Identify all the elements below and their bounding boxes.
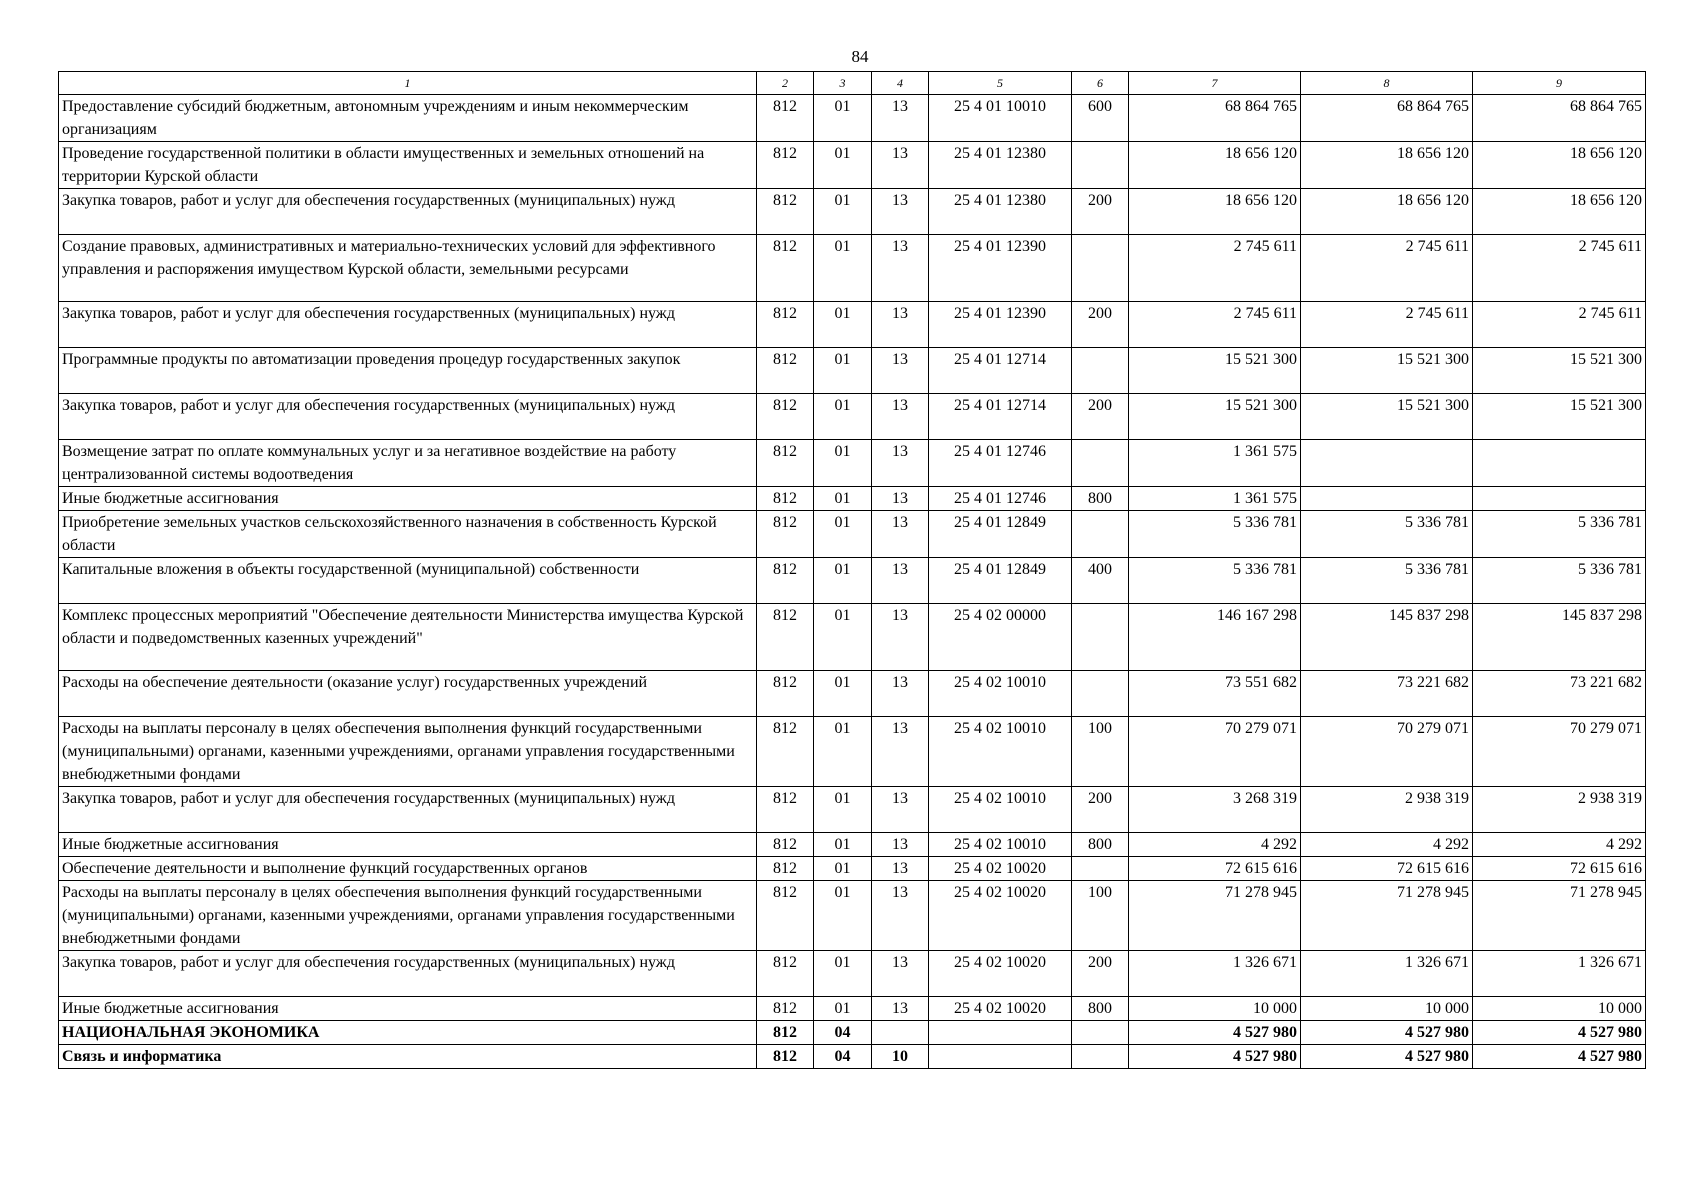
amount-cell: 10 000 [1473, 997, 1646, 1021]
target-item-code-cell: 25 4 02 10020 [929, 881, 1072, 951]
subsection-code-cell: 13 [872, 394, 929, 440]
subsection-code-cell: 13 [872, 997, 929, 1021]
table-row [59, 235, 1646, 302]
table-row [59, 997, 1646, 1021]
subsection-code-cell: 13 [872, 189, 929, 235]
expense-type-code-cell: 800 [1072, 833, 1129, 857]
amount-cell: 73 221 682 [1473, 671, 1646, 717]
subsection-code-cell: 13 [872, 787, 929, 833]
section-code-cell: 04 [814, 1045, 872, 1069]
subsection-code-cell: 13 [872, 487, 929, 511]
amount-cell: 4 527 980 [1129, 1045, 1301, 1069]
target-item-code-cell: 25 4 01 12380 [929, 189, 1072, 235]
column-number: 8 [1301, 72, 1473, 95]
expense-name-cell: Закупка товаров, работ и услуг для обеспечения государственных (муниципальных) нужд [59, 189, 757, 235]
amount-cell: 70 279 071 [1301, 717, 1473, 787]
expense-type-code-cell [1072, 511, 1129, 558]
amount-cell: 2 745 611 [1301, 235, 1473, 302]
amount-cell: 18 656 120 [1301, 189, 1473, 235]
amount-cell: 2 745 611 [1473, 235, 1646, 302]
amount-cell: 72 615 616 [1129, 857, 1301, 881]
ministry-code-cell: 812 [757, 348, 814, 394]
target-item-code-cell: 25 4 01 12390 [929, 235, 1072, 302]
amount-cell: 5 336 781 [1473, 511, 1646, 558]
subsection-code-cell: 13 [872, 604, 929, 671]
amount-cell [1473, 487, 1646, 511]
expense-type-code-cell: 600 [1072, 95, 1129, 142]
amount-cell: 10 000 [1301, 997, 1473, 1021]
amount-cell: 73 551 682 [1129, 671, 1301, 717]
section-code-cell: 01 [814, 558, 872, 604]
ministry-code-cell: 812 [757, 142, 814, 189]
section-code-cell: 04 [814, 1021, 872, 1045]
expense-type-code-cell [1072, 348, 1129, 394]
amount-cell: 4 292 [1301, 833, 1473, 857]
subsection-code-cell: 10 [872, 1045, 929, 1069]
column-number: 7 [1129, 72, 1301, 95]
amount-cell [1301, 440, 1473, 487]
expense-name-cell: Расходы на выплаты персоналу в целях обеспечения выполнения функций государственными (муниципальными) органами, казенными учреждениями, органами управления государственными внебюджетными фондами [59, 881, 757, 951]
table-row [59, 1021, 1646, 1045]
amount-cell: 2 745 611 [1129, 302, 1301, 348]
section-code-cell: 01 [814, 235, 872, 302]
expense-type-code-cell: 200 [1072, 189, 1129, 235]
amount-cell: 72 615 616 [1473, 857, 1646, 881]
expense-type-code-cell: 400 [1072, 558, 1129, 604]
table-row [59, 302, 1646, 348]
expense-name-cell: Закупка товаров, работ и услуг для обеспечения государственных (муниципальных) нужд [59, 394, 757, 440]
amount-cell: 68 864 765 [1129, 95, 1301, 142]
amount-cell: 1 326 671 [1473, 951, 1646, 997]
target-item-code-cell: 25 4 01 12849 [929, 511, 1072, 558]
section-code-cell: 01 [814, 440, 872, 487]
target-item-code-cell: 25 4 01 12714 [929, 394, 1072, 440]
table-row [59, 881, 1646, 951]
amount-cell: 71 278 945 [1473, 881, 1646, 951]
amount-cell [1473, 440, 1646, 487]
ministry-code-cell: 812 [757, 1045, 814, 1069]
amount-cell: 5 336 781 [1129, 558, 1301, 604]
amount-cell: 18 656 120 [1473, 189, 1646, 235]
expense-name-cell: Предоставление субсидий бюджетным, автономным учреждениям и иным некоммерческим организациям [59, 95, 757, 142]
subsection-code-cell: 13 [872, 671, 929, 717]
target-item-code-cell: 25 4 01 12746 [929, 440, 1072, 487]
amount-cell: 1 361 575 [1129, 487, 1301, 511]
column-number-row [59, 72, 1646, 95]
expense-type-code-cell [1072, 604, 1129, 671]
expense-name-cell: Связь и информатика [59, 1045, 757, 1069]
amount-cell: 4 292 [1473, 833, 1646, 857]
amount-cell: 15 521 300 [1473, 394, 1646, 440]
expense-type-code-cell [1072, 671, 1129, 717]
expense-name-cell: Закупка товаров, работ и услуг для обеспечения государственных (муниципальных) нужд [59, 951, 757, 997]
amount-cell: 15 521 300 [1473, 348, 1646, 394]
ministry-code-cell: 812 [757, 487, 814, 511]
expense-name-cell: Закупка товаров, работ и услуг для обеспечения государственных (муниципальных) нужд [59, 787, 757, 833]
target-item-code-cell: 25 4 01 12849 [929, 558, 1072, 604]
amount-cell: 2 938 319 [1301, 787, 1473, 833]
target-item-code-cell: 25 4 02 10010 [929, 671, 1072, 717]
amount-cell: 70 279 071 [1129, 717, 1301, 787]
table-row [59, 348, 1646, 394]
expense-type-code-cell [1072, 440, 1129, 487]
column-number: 1 [59, 72, 757, 95]
target-item-code-cell [929, 1045, 1072, 1069]
table-row [59, 511, 1646, 558]
amount-cell: 1 361 575 [1129, 440, 1301, 487]
column-number: 2 [757, 72, 814, 95]
amount-cell: 4 527 980 [1473, 1021, 1646, 1045]
table-row [59, 717, 1646, 787]
table-row [59, 833, 1646, 857]
target-item-code-cell: 25 4 01 10010 [929, 95, 1072, 142]
section-code-cell: 01 [814, 142, 872, 189]
amount-cell: 4 527 980 [1301, 1045, 1473, 1069]
section-code-cell: 01 [814, 951, 872, 997]
section-code-cell: 01 [814, 787, 872, 833]
ministry-code-cell: 812 [757, 558, 814, 604]
amount-cell: 145 837 298 [1473, 604, 1646, 671]
column-number: 6 [1072, 72, 1129, 95]
expense-type-code-cell [1072, 1045, 1129, 1069]
amount-cell: 18 656 120 [1473, 142, 1646, 189]
table-row [59, 95, 1646, 142]
section-code-cell: 01 [814, 348, 872, 394]
expense-type-code-cell: 200 [1072, 787, 1129, 833]
table-row [59, 951, 1646, 997]
section-code-cell: 01 [814, 189, 872, 235]
expense-name-cell: Расходы на обеспечение деятельности (оказание услуг) государственных учреждений [59, 671, 757, 717]
amount-cell: 1 326 671 [1301, 951, 1473, 997]
expense-name-cell: Проведение государственной политики в области имущественных и земельных отношений на территории Курской области [59, 142, 757, 189]
expense-type-code-cell [1072, 857, 1129, 881]
amount-cell: 146 167 298 [1129, 604, 1301, 671]
target-item-code-cell: 25 4 02 10020 [929, 857, 1072, 881]
amount-cell: 1 326 671 [1129, 951, 1301, 997]
section-code-cell: 01 [814, 671, 872, 717]
expense-name-cell: НАЦИОНАЛЬНАЯ ЭКОНОМИКА [59, 1021, 757, 1045]
subsection-code-cell: 13 [872, 95, 929, 142]
ministry-code-cell: 812 [757, 440, 814, 487]
expense-type-code-cell: 200 [1072, 951, 1129, 997]
expense-name-cell: Иные бюджетные ассигнования [59, 997, 757, 1021]
table-row [59, 189, 1646, 235]
amount-cell: 2 745 611 [1301, 302, 1473, 348]
amount-cell: 73 221 682 [1301, 671, 1473, 717]
page-number: 84 [851, 47, 869, 66]
ministry-code-cell: 812 [757, 394, 814, 440]
amount-cell: 2 938 319 [1473, 787, 1646, 833]
expense-type-code-cell [1072, 142, 1129, 189]
expense-name-cell: Приобретение земельных участков сельскохозяйственного назначения в собственность Курской области [59, 511, 757, 558]
subsection-code-cell: 13 [872, 142, 929, 189]
amount-cell: 4 292 [1129, 833, 1301, 857]
budget-table [58, 71, 1646, 1069]
section-code-cell: 01 [814, 857, 872, 881]
expense-name-cell: Иные бюджетные ассигнования [59, 833, 757, 857]
subsection-code-cell: 13 [872, 717, 929, 787]
ministry-code-cell: 812 [757, 787, 814, 833]
target-item-code-cell: 25 4 02 10010 [929, 787, 1072, 833]
expense-name-cell: Программные продукты по автоматизации проведения процедур государственных закупок [59, 348, 757, 394]
expense-type-code-cell: 800 [1072, 997, 1129, 1021]
amount-cell: 15 521 300 [1129, 348, 1301, 394]
expense-name-cell: Обеспечение деятельности и выполнение функций государственных органов [59, 857, 757, 881]
ministry-code-cell: 812 [757, 302, 814, 348]
target-item-code-cell: 25 4 01 12380 [929, 142, 1072, 189]
table-row [59, 487, 1646, 511]
amount-cell: 4 527 980 [1473, 1045, 1646, 1069]
target-item-code-cell: 25 4 02 10020 [929, 997, 1072, 1021]
target-item-code-cell [929, 1021, 1072, 1045]
subsection-code-cell: 13 [872, 881, 929, 951]
ministry-code-cell: 812 [757, 604, 814, 671]
ministry-code-cell: 812 [757, 189, 814, 235]
amount-cell: 18 656 120 [1129, 142, 1301, 189]
expense-type-code-cell [1072, 235, 1129, 302]
table-row [59, 394, 1646, 440]
amount-cell: 5 336 781 [1301, 511, 1473, 558]
expense-type-code-cell: 100 [1072, 717, 1129, 787]
ministry-code-cell: 812 [757, 857, 814, 881]
column-number: 9 [1473, 72, 1646, 95]
target-item-code-cell: 25 4 01 12714 [929, 348, 1072, 394]
expense-name-cell: Закупка товаров, работ и услуг для обеспечения государственных (муниципальных) нужд [59, 302, 757, 348]
expense-name-cell: Создание правовых, административных и материально-технических условий для эффективного управления и распоряжения имуществом Курской области, земельными ресурсами [59, 235, 757, 302]
target-item-code-cell: 25 4 01 12390 [929, 302, 1072, 348]
amount-cell: 18 656 120 [1301, 142, 1473, 189]
amount-cell: 2 745 611 [1129, 235, 1301, 302]
ministry-code-cell: 812 [757, 717, 814, 787]
section-code-cell: 01 [814, 717, 872, 787]
ministry-code-cell: 812 [757, 951, 814, 997]
amount-cell: 5 336 781 [1301, 558, 1473, 604]
section-code-cell: 01 [814, 511, 872, 558]
table-row [59, 787, 1646, 833]
subsection-code-cell: 13 [872, 558, 929, 604]
amount-cell: 10 000 [1129, 997, 1301, 1021]
expense-name-cell: Капитальные вложения в объекты государственной (муниципальной) собственности [59, 558, 757, 604]
expense-name-cell: Комплекс процессных мероприятий "Обеспечение деятельности Министерства имущества Курской области и подведомственных казенных учреждений" [59, 604, 757, 671]
target-item-code-cell: 25 4 02 10010 [929, 717, 1072, 787]
column-number: 4 [872, 72, 929, 95]
ministry-code-cell: 812 [757, 1021, 814, 1045]
amount-cell: 71 278 945 [1301, 881, 1473, 951]
expense-type-code-cell: 800 [1072, 487, 1129, 511]
section-code-cell: 01 [814, 604, 872, 671]
amount-cell: 4 527 980 [1129, 1021, 1301, 1045]
expense-type-code-cell [1072, 1021, 1129, 1045]
ministry-code-cell: 812 [757, 997, 814, 1021]
amount-cell: 2 745 611 [1473, 302, 1646, 348]
target-item-code-cell: 25 4 02 10010 [929, 833, 1072, 857]
expense-type-code-cell: 100 [1072, 881, 1129, 951]
ministry-code-cell: 812 [757, 95, 814, 142]
expense-name-cell: Расходы на выплаты персоналу в целях обеспечения выполнения функций государственными (муниципальными) органами, казенными учреждениями, органами управления государственными внебюджетными фондами [59, 717, 757, 787]
section-code-cell: 01 [814, 95, 872, 142]
table-row [59, 440, 1646, 487]
subsection-code-cell [872, 1021, 929, 1045]
section-code-cell: 01 [814, 394, 872, 440]
expense-name-cell: Иные бюджетные ассигнования [59, 487, 757, 511]
subsection-code-cell: 13 [872, 440, 929, 487]
amount-cell: 15 521 300 [1129, 394, 1301, 440]
amount-cell: 5 336 781 [1129, 511, 1301, 558]
amount-cell [1301, 487, 1473, 511]
section-code-cell: 01 [814, 487, 872, 511]
amount-cell: 5 336 781 [1473, 558, 1646, 604]
amount-cell: 68 864 765 [1301, 95, 1473, 142]
expense-name-cell: Возмещение затрат по оплате коммунальных услуг и за негативное воздействие на работу централизованной системы водоотведения [59, 440, 757, 487]
table-row [59, 857, 1646, 881]
section-code-cell: 01 [814, 833, 872, 857]
subsection-code-cell: 13 [872, 833, 929, 857]
subsection-code-cell: 13 [872, 857, 929, 881]
ministry-code-cell: 812 [757, 671, 814, 717]
subsection-code-cell: 13 [872, 348, 929, 394]
amount-cell: 18 656 120 [1129, 189, 1301, 235]
table-row [59, 558, 1646, 604]
expense-type-code-cell: 200 [1072, 394, 1129, 440]
subsection-code-cell: 13 [872, 302, 929, 348]
amount-cell: 68 864 765 [1473, 95, 1646, 142]
table-row [59, 604, 1646, 671]
section-code-cell: 01 [814, 997, 872, 1021]
amount-cell: 145 837 298 [1301, 604, 1473, 671]
ministry-code-cell: 812 [757, 235, 814, 302]
ministry-code-cell: 812 [757, 881, 814, 951]
amount-cell: 3 268 319 [1129, 787, 1301, 833]
amount-cell: 71 278 945 [1129, 881, 1301, 951]
amount-cell: 15 521 300 [1301, 394, 1473, 440]
table-row [59, 142, 1646, 189]
subsection-code-cell: 13 [872, 511, 929, 558]
section-code-cell: 01 [814, 302, 872, 348]
expense-type-code-cell: 200 [1072, 302, 1129, 348]
column-number: 3 [814, 72, 872, 95]
target-item-code-cell: 25 4 01 12746 [929, 487, 1072, 511]
ministry-code-cell: 812 [757, 833, 814, 857]
target-item-code-cell: 25 4 02 10020 [929, 951, 1072, 997]
section-code-cell: 01 [814, 881, 872, 951]
subsection-code-cell: 13 [872, 951, 929, 997]
ministry-code-cell: 812 [757, 511, 814, 558]
amount-cell: 70 279 071 [1473, 717, 1646, 787]
table-row [59, 671, 1646, 717]
column-number: 5 [929, 72, 1072, 95]
target-item-code-cell: 25 4 02 00000 [929, 604, 1072, 671]
table-row [59, 1045, 1646, 1069]
amount-cell: 15 521 300 [1301, 348, 1473, 394]
amount-cell: 4 527 980 [1301, 1021, 1473, 1045]
subsection-code-cell: 13 [872, 235, 929, 302]
amount-cell: 72 615 616 [1301, 857, 1473, 881]
